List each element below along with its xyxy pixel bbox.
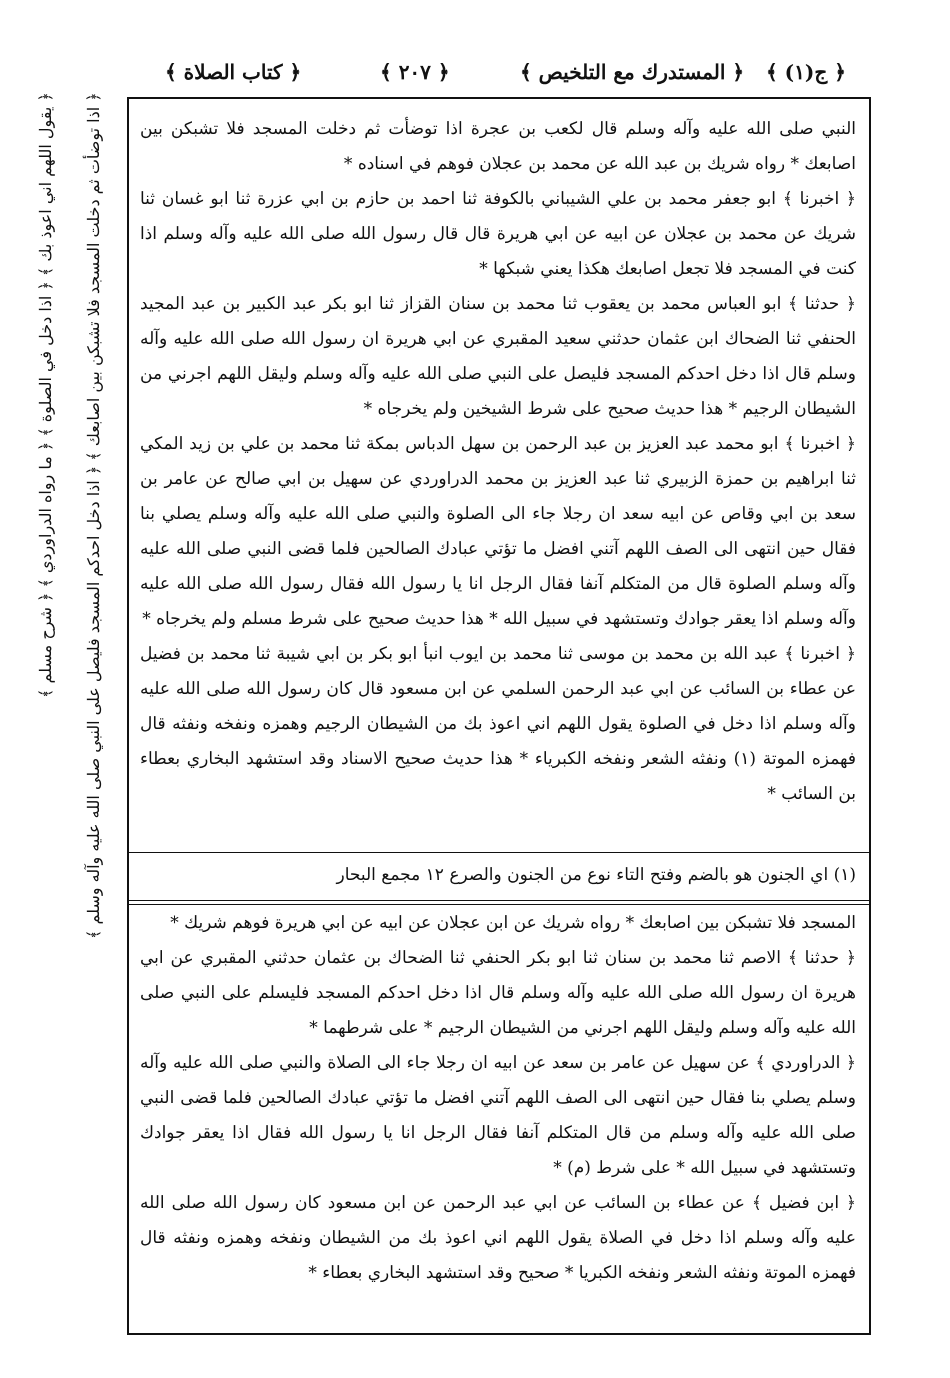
- main-paragraph: ﴿ اخبرنا ﴾ ابو جعفر محمد بن علي الشيباني بالكوفة ثنا احمد بن حازم بن ابي عزرة ثنا ابو غسان ثنا شريك عن محمد بن عجلان عن ابيه عن ابي هريرة قال قال رسول الله صلى الله عليه وآله وسلم اذا كنت في المسجد فلا تجعل اصابعك هكذا يعني شبكها *: [140, 189, 856, 279]
- margin-notes: [16, 92, 116, 939]
- summary-paragraph: ﴿ الدراوردي ﴾ عن سهيل عن عامر بن سعد عن ابيه ان رجلا جاء الى الصلاة والنبي صلى الله عليه وآله وسلم يصلي بنا فقال حين انتهى الى الصف اللهم آتني افضل ما تؤتي عبادك الصالحين فلما قضى النبي صلى الله عليه وآله وسلم من قال المتكلم آنفا فقال الرجل انا يا رسول الله فقال اذا يعقر جوادك وتستشهد في سبيل الله * على شرط (م) *: [140, 1053, 856, 1178]
- summary-paragraph: ﴿ حدثنا ﴾ الاصم ثنا محمد بن سنان ثنا ابو بكر الحنفي ثنا الضحاك بن عثمان حدثني المقبري عن ابي هريرة ان رسول الله صلى الله عليه وآله وسلم قال اذا دخل احدكم المسجد فليسلم على النبي صلى الله عليه وآله وسلم وليقل اللهم اجرني من الشيطان الرجيم * على شرطهما *: [140, 948, 856, 1038]
- main-text: [140, 112, 856, 812]
- footnote-rule: [127, 852, 871, 853]
- summary-paragraph: المسجد فلا تشبكن بين اصابعك * رواه شريك عن ابن عجلان عن ابيه عن ابي هريرة فوهم شريك *: [170, 913, 856, 933]
- summary-text: [140, 906, 856, 1291]
- main-paragraph: النبي صلى الله عليه وآله وسلم قال لكعب بن عجرة اذا توضأت ثم دخلت المسجد فلا تشبكن بين اصابعك * رواه شريك بن عبد الله عن محمد بن عجلان فوهم في اسناده *: [140, 119, 856, 174]
- book-title: ﴿ المستدرك مع التلخيص ﴾: [520, 60, 745, 84]
- footnote: (١) اي الجنون هو بالضم وفتح التاء نوع من الجنون والصرع ١٢ مجمع البحار: [336, 865, 856, 885]
- running-header: [0, 56, 950, 96]
- summary-rule-top: [127, 900, 871, 901]
- margin-note-column: ﴿ اذا توضأت ثم دخلت المسجد فلا تشبكن بين اصابعك ﴾ ﴿ اذا دخل احدكم المسجد فليصل على النبي صلى الله عليه وآله وسلم ﴾: [84, 92, 103, 939]
- page-number: ﴿ ٢٠٧ ﴾: [380, 60, 450, 84]
- margin-note-column: ﴿ يقول اللهم اني اعوذ بك ﴾ ﴿ اذا دخل في الصلوة ﴾ ﴿ ما رواه الدراوردي ﴾ ﴿ شرح مسلم ﴾: [36, 92, 55, 698]
- main-paragraph: ﴿ اخبرنا ﴾ ابو محمد عبد العزيز بن عبد الرحمن بن سهل الدباس بمكة ثنا محمد بن علي بن زيد المكي ثنا ابراهيم بن حمزة الزبيري ثنا عبد العزيز بن محمد الدراوردي عن سهيل بن ابي صالح عن عامر بن سعد بن ابي وقاص عن ابيه سعد ان رجلا جاء الى الصلوة والنبي صلى الله عليه وآله وسلم يصلي بنا فقال حين انتهى الى الصف اللهم آتني افضل ما تؤتي عبادك الصالحين فلما قضى النبي صلى الله عليه وآله وسلم الصلوة قال من المتكلم آنفا فقال الرجل انا يا رسول الله فقال رسول الله صلى الله عليه وآله وسلم اذا يعقر جوادك وتستشهد في سبيل الله * هذا حديث صحيح على شرط مسلم ولم يخرجاه *: [140, 434, 856, 629]
- summary-paragraph: ﴿ ابن فضيل ﴾ عن عطاء بن السائب عن ابي عبد الرحمن عن ابن مسعود كان رسول الله صلى الله عليه وآله وسلم اذا دخل في الصلاة يقول اللهم اني اعوذ بك من الشيطان ونفخه وهمزه ونفثه قال فهمزه الموتة ونفثه الشعر ونفخه الكبريا * صحيح وقد استشهد البخاري بعطاء *: [140, 1193, 856, 1283]
- main-paragraph: ﴿ حدثنا ﴾ ابو العباس محمد بن يعقوب ثنا محمد بن سنان القزاز ثنا ابو بكر عبد الكبير بن عبد المجيد الحنفي ثنا الضحاك ابن عثمان حدثني سعيد المقبري عن ابي هريرة ان رسول الله صلى الله عليه وآله وسلم قال اذا دخل احدكم المسجد فليصل على النبي صلى الله عليه وآله وسلم وليقل اللهم اجرني من الشيطان الرجيم * هذا حديث صحيح على شرط الشيخين ولم يخرجاه *: [140, 294, 856, 419]
- chapter-title: ﴿ كتاب الصلاة ﴾: [165, 60, 302, 84]
- main-paragraph: ﴿ اخبرنا ﴾ عبد الله بن محمد بن موسى ثنا محمد بن ايوب انبأ ابو بكر بن ابي شيبة ثنا محمد بن فضيل عن عطاء بن السائب عن ابي عبد الرحمن السلمي عن ابن مسعود قال كان رسول الله صلى الله عليه وآله وسلم اذا دخل في الصلوة يقول اللهم اني اعوذ بك من الشيطان الرجيم وهمزه ونفخه ونفثه قال فهمزه الموتة (١) ونفثه الشعر ونفخه الكبرياء * هذا حديث صحيح الاسناد وقد استشهد البخاري بعطاء بن السائب *: [140, 644, 856, 804]
- volume-label: ﴿ ج(١) ﴾: [766, 60, 846, 84]
- frame-bottom-rule: [127, 1333, 871, 1335]
- summary-rule-top-double: [127, 904, 871, 905]
